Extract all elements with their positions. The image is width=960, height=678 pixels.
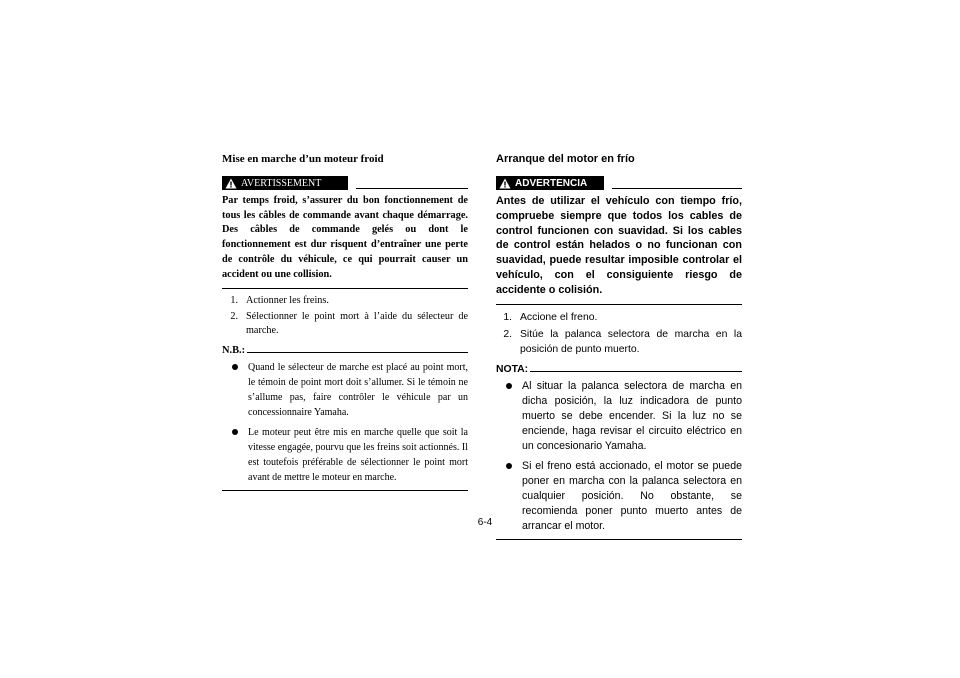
list-item	[496, 310, 742, 325]
warning-triangle-icon	[499, 178, 511, 189]
step-number: 1.	[503, 311, 512, 323]
note-rule	[530, 371, 742, 372]
list-item	[222, 425, 468, 485]
bullet-icon	[506, 383, 512, 389]
page-number: 6-4	[477, 517, 493, 528]
warning-badge	[496, 176, 604, 190]
bullet-icon	[232, 364, 238, 370]
note-label: NOTA:	[496, 363, 529, 375]
step-text: Accione el freno.	[520, 311, 598, 323]
warning-header	[496, 172, 742, 190]
list-item	[222, 294, 468, 308]
warning-label: ADVERTENCIA	[515, 177, 588, 189]
divider	[496, 304, 742, 305]
warning-rule	[356, 188, 468, 189]
step-number: 2.	[230, 311, 238, 323]
notes-list	[222, 360, 468, 485]
note-text: Si el freno está accionado, el motor se puede poner en marcha con la palanca selectora en cualquier posición. No obstante, se recomienda poner punto muerto antes de arrancar el motor.	[522, 459, 742, 532]
list-item	[222, 360, 468, 420]
warning-header	[222, 172, 468, 190]
list-item	[496, 379, 742, 454]
step-number: 1.	[230, 295, 238, 307]
list-item	[222, 310, 468, 338]
steps-list	[496, 310, 742, 357]
note-text: Quand le sélecteur de marche est placé au point mort, le témoin de point mort doit s’allumer. Si le témoin ne s’allume pas, faire contrôler le véhicule par un concessionnaire Yamaha.	[248, 362, 468, 419]
step-text: Actionner les freins.	[246, 295, 329, 307]
spanish-column	[496, 152, 742, 540]
warning-triangle-icon	[225, 178, 237, 189]
note-header	[496, 361, 742, 375]
note-label: N.B.:	[222, 345, 246, 357]
note-rule	[247, 352, 468, 353]
bullet-icon	[506, 463, 512, 469]
note-text: Le moteur peut être mis en marche quelle que soit la vitesse engagée, pourvu que les freins soit actionnés. Il est toutefois préférable de sélectionner le point mort avant de mettre le moteur en marche.	[248, 427, 468, 484]
french-column	[222, 152, 468, 491]
list-item	[496, 327, 742, 357]
warning-text: Antes de utilizar el vehículo con tiempo frío, compruebe siempre que todos los cables de control funcionen con suavidad. Si los cables de control están helados o no funcionan con suavidad, puede resultar imposible controlar el vehículo, con el consiguiente riesgo de accidente o colisión.	[496, 195, 742, 296]
warning-text: Par temps froid, s’assurer du bon fonctionnement de tous les câbles de commande avant chaque démarrage. Des câbles de commande gelés ou dont le fonctionnement est dur risquent d’entraîner une perte de contrôle du véhicule, ce qui pourrait causer un accident ou une collision.	[222, 195, 468, 280]
divider	[222, 288, 468, 289]
divider	[222, 490, 468, 491]
note-text: Al situar la palanca selectora de marcha en dicha posición, la luz indicadora de punto muerto se debe encender. Si la luz no se enciende, haga revisar el circuito eléctrico en un concesionario Yamaha.	[522, 379, 742, 452]
divider	[496, 539, 742, 540]
step-text: Sélectionner le point mort à l’aide du sélecteur de marche.	[246, 311, 468, 337]
step-number: 2.	[503, 328, 512, 340]
list-item	[496, 459, 742, 534]
warning-label: AVERTISSEMENT	[241, 177, 322, 189]
section-heading: Mise en marche d’un moteur froid	[222, 153, 384, 165]
bullet-icon	[232, 429, 238, 435]
steps-list	[222, 294, 468, 338]
step-text: Sitúe la palanca selectora de marcha en la posición de punto muerto.	[520, 328, 742, 355]
notes-list	[496, 379, 742, 534]
section-heading: Arranque del motor en frío	[496, 153, 635, 165]
warning-rule	[612, 188, 742, 189]
warning-badge	[222, 176, 348, 190]
note-header	[222, 342, 468, 356]
